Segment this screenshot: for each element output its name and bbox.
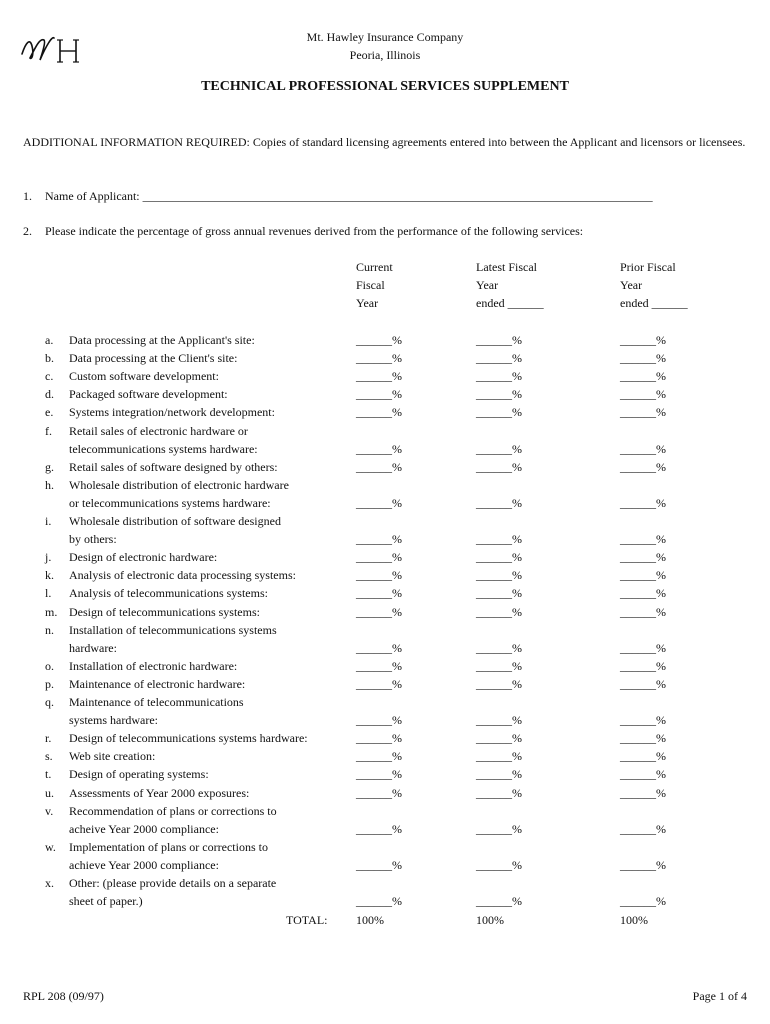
question-2 (23, 222, 583, 240)
question-2-text: Please indicate the percentage of gross annual revenues derived from the performance of the following services: (45, 224, 584, 238)
percent-field-prior[interactable]: ______% (620, 858, 666, 872)
service-description: systems hardware: (69, 713, 158, 727)
percent-field-latest[interactable]: ______% (476, 496, 522, 510)
service-description: Implementation of plans or corrections to (69, 840, 268, 854)
service-description: Design of operating systems: (69, 767, 209, 781)
service-description: Design of telecommunications systems hardware: (69, 731, 308, 745)
service-letter: u. (45, 786, 54, 800)
percent-field-current[interactable]: ______% (356, 749, 402, 763)
service-description: Data processing at the Applicant's site: (69, 333, 255, 347)
service-description: telecommunications systems hardware: (69, 442, 258, 456)
page-number: Page 1 of 4 (692, 989, 747, 1003)
service-description: Retail sales of electronic hardware or (69, 424, 248, 438)
percent-field-prior[interactable]: ______% (620, 677, 666, 691)
service-letter: q. (45, 695, 54, 709)
percent-field-latest[interactable]: ______% (476, 858, 522, 872)
service-row-line (0, 440, 770, 458)
percent-field-prior[interactable]: ______% (620, 568, 666, 582)
service-letter: e. (45, 405, 54, 419)
service-row-line (0, 711, 770, 729)
service-row-line (0, 892, 770, 910)
percent-field-prior[interactable]: ______% (620, 586, 666, 600)
percent-field-latest[interactable]: ______% (476, 442, 522, 456)
total-label: TOTAL: (286, 913, 328, 927)
percent-field-current[interactable]: ______% (356, 641, 402, 655)
company-name: Mt. Hawley Insurance Company (306, 30, 464, 44)
service-letter: w. (45, 840, 56, 854)
service-description: by others: (69, 532, 117, 546)
service-row-line (0, 367, 770, 385)
percent-field-current[interactable]: ______% (356, 532, 402, 546)
column-header-prior (620, 258, 688, 312)
percent-field-current[interactable]: ______% (356, 351, 402, 365)
percent-field-current[interactable]: ______% (356, 894, 402, 908)
percent-field-prior[interactable]: ______% (620, 351, 666, 365)
percent-field-latest[interactable]: ______% (476, 677, 522, 691)
service-letter: f. (45, 424, 52, 438)
percent-field-current[interactable]: ______% (356, 605, 402, 619)
percent-field-latest[interactable]: ______% (476, 532, 522, 546)
percent-field-prior[interactable]: ______% (620, 659, 666, 673)
service-letter: h. (45, 478, 54, 492)
percent-field-latest[interactable]: ______% (476, 659, 522, 673)
percent-field-current[interactable]: ______% (356, 858, 402, 872)
service-row-line (0, 675, 770, 693)
percent-field-current[interactable]: ______% (356, 405, 402, 419)
percent-field-latest[interactable]: ______% (476, 822, 522, 836)
service-row-line (0, 476, 770, 494)
percent-field-prior[interactable]: ______% (620, 822, 666, 836)
service-letter: g. (45, 460, 54, 474)
service-letter: o. (45, 659, 54, 673)
column-header-line: Current (356, 260, 393, 274)
service-row-line (0, 566, 770, 584)
percent-field-current[interactable]: ______% (356, 659, 402, 673)
service-row-line (0, 874, 770, 892)
question-2-number: 2. (23, 224, 32, 238)
service-description: Assessments of Year 2000 exposures: (69, 786, 250, 800)
service-row-line (0, 458, 770, 476)
percent-field-current[interactable]: ______% (356, 369, 402, 383)
service-description: Analysis of telecommunications systems: (69, 586, 268, 600)
service-description: Other: (please provide details on a separate (69, 876, 277, 890)
percent-field-latest[interactable]: ______% (476, 369, 522, 383)
percent-field-current[interactable]: ______% (356, 496, 402, 510)
percent-field-latest[interactable]: ______% (476, 641, 522, 655)
percent-field-prior[interactable]: ______% (620, 460, 666, 474)
service-letter: x. (45, 876, 54, 890)
service-description: Maintenance of electronic hardware: (69, 677, 246, 691)
percent-field-current[interactable]: ______% (356, 568, 402, 582)
service-description: Analysis of electronic data processing systems: (69, 568, 296, 582)
column-header-line[interactable]: ended ______ (476, 296, 544, 310)
percent-field-current[interactable]: ______% (356, 387, 402, 401)
percent-field-current[interactable]: ______% (356, 550, 402, 564)
percent-field-current[interactable]: ______% (356, 677, 402, 691)
service-letter: b. (45, 351, 54, 365)
company-header (0, 28, 770, 64)
service-description: Recommendation of plans or corrections to (69, 804, 277, 818)
percent-field-latest[interactable]: ______% (476, 405, 522, 419)
percent-field-latest[interactable]: ______% (476, 731, 522, 745)
percent-field-current[interactable]: ______% (356, 731, 402, 745)
service-letter: t. (45, 767, 52, 781)
service-row-line (0, 802, 770, 820)
service-letter: i. (45, 514, 52, 528)
service-letter: l. (45, 586, 52, 600)
percent-field-prior[interactable]: ______% (620, 496, 666, 510)
percent-field-prior[interactable]: ______% (620, 894, 666, 908)
additional-info-text: ADDITIONAL INFORMATION REQUIRED: Copies of standard licensing agreements entered into between the Applicant and licensors or licensees. (23, 135, 746, 149)
percent-field-latest[interactable]: ______% (476, 333, 522, 347)
column-header-line: Year (620, 278, 643, 292)
service-description: Installation of telecommunications systems (69, 623, 277, 637)
column-header-line[interactable]: ended ______ (620, 296, 688, 310)
column-header-line: Year (356, 296, 379, 310)
total-latest: 100% (476, 913, 504, 927)
percent-field-latest[interactable]: ______% (476, 568, 522, 582)
applicant-name-field[interactable]: Name of Applicant: _____________________________________________________________________________________ (45, 189, 653, 203)
total-prior: 100% (620, 913, 648, 927)
service-description: sheet of paper.) (69, 894, 143, 908)
service-description: or telecommunications systems hardware: (69, 496, 271, 510)
service-letter: m. (45, 605, 58, 619)
percent-field-latest[interactable]: ______% (476, 767, 522, 781)
service-row-line (0, 349, 770, 367)
service-row-line (0, 820, 770, 838)
service-letter: k. (45, 568, 54, 582)
percent-field-current[interactable]: ______% (356, 822, 402, 836)
service-description: hardware: (69, 641, 117, 655)
service-description: Retail sales of software designed by others: (69, 460, 278, 474)
percent-field-prior[interactable]: ______% (620, 333, 666, 347)
service-description: Systems integration/network development: (69, 405, 275, 419)
percent-field-latest[interactable]: ______% (476, 713, 522, 727)
service-row-line (0, 548, 770, 566)
percent-field-latest[interactable]: ______% (476, 749, 522, 763)
service-description: Design of telecommunications systems: (69, 605, 260, 619)
service-row-line (0, 512, 770, 530)
service-description: Packaged software development: (69, 387, 228, 401)
total-current: 100% (356, 913, 384, 927)
percent-field-latest[interactable]: ______% (476, 605, 522, 619)
service-row-line (0, 838, 770, 856)
percent-field-current[interactable]: ______% (356, 442, 402, 456)
service-row-line (0, 765, 770, 783)
service-letter: d. (45, 387, 54, 401)
percent-field-current[interactable]: ______% (356, 586, 402, 600)
service-row-line (0, 331, 770, 349)
service-row-line (0, 494, 770, 512)
service-description: Custom software development: (69, 369, 219, 383)
service-description: Installation of electronic hardware: (69, 659, 238, 673)
percent-field-prior[interactable]: ______% (620, 532, 666, 546)
percent-field-current[interactable]: ______% (356, 333, 402, 347)
percent-field-prior[interactable]: ______% (620, 749, 666, 763)
service-row-line (0, 729, 770, 747)
service-letter: s. (45, 749, 53, 763)
service-description: Design of electronic hardware: (69, 550, 218, 564)
service-row-line (0, 584, 770, 602)
column-header-line: Latest Fiscal (476, 260, 537, 274)
percent-field-latest[interactable]: ______% (476, 894, 522, 908)
service-row-line (0, 603, 770, 621)
service-row-line (0, 403, 770, 421)
question-1 (23, 187, 653, 205)
service-description: Maintenance of telecommunications (69, 695, 244, 709)
service-description: Data processing at the Client's site: (69, 351, 238, 365)
column-header-line: Year (476, 278, 499, 292)
service-row-line (0, 856, 770, 874)
company-location: Peoria, Illinois (349, 48, 421, 62)
service-row-line (0, 530, 770, 548)
percent-field-prior[interactable]: ______% (620, 605, 666, 619)
service-description: Wholesale distribution of electronic hardware (69, 478, 289, 492)
percent-field-prior[interactable]: ______% (620, 641, 666, 655)
service-row-line (0, 385, 770, 403)
percent-field-current[interactable]: ______% (356, 713, 402, 727)
service-description: achieve Year 2000 compliance: (69, 858, 219, 872)
service-letter: r. (45, 731, 52, 745)
percent-field-prior[interactable]: ______% (620, 369, 666, 383)
service-row-line (0, 657, 770, 675)
service-row-line (0, 693, 770, 711)
percent-field-prior[interactable]: ______% (620, 713, 666, 727)
service-letter: p. (45, 677, 54, 691)
column-header-line: Fiscal (356, 278, 385, 292)
percent-field-prior[interactable]: ______% (620, 387, 666, 401)
column-header-latest (476, 258, 544, 312)
service-row-line (0, 422, 770, 440)
column-header-current (356, 258, 393, 312)
service-letter: a. (45, 333, 54, 347)
service-row-line (0, 747, 770, 765)
percent-field-prior[interactable]: ______% (620, 550, 666, 564)
percent-field-prior[interactable]: ______% (620, 442, 666, 456)
column-header-line: Prior Fiscal (620, 260, 676, 274)
percent-field-prior[interactable]: ______% (620, 786, 666, 800)
service-row-line (0, 639, 770, 657)
service-description: Wholesale distribution of software designed (69, 514, 281, 528)
percent-field-current[interactable]: ______% (356, 460, 402, 474)
service-letter: v. (45, 804, 54, 818)
percent-field-prior[interactable]: ______% (620, 731, 666, 745)
service-row-line (0, 784, 770, 802)
service-letter: c. (45, 369, 54, 383)
percent-field-prior[interactable]: ______% (620, 767, 666, 781)
percent-field-current[interactable]: ______% (356, 786, 402, 800)
service-letter: n. (45, 623, 54, 637)
percent-field-prior[interactable]: ______% (620, 405, 666, 419)
percent-field-latest[interactable]: ______% (476, 387, 522, 401)
percent-field-latest[interactable]: ______% (476, 351, 522, 365)
question-1-number: 1. (23, 189, 32, 203)
percent-field-latest[interactable]: ______% (476, 786, 522, 800)
page-title: TECHNICAL PROFESSIONAL SERVICES SUPPLEMENT (201, 79, 569, 94)
percent-field-current[interactable]: ______% (356, 767, 402, 781)
form-number: RPL 208 (09/97) (23, 989, 104, 1003)
service-description: acheive Year 2000 compliance: (69, 822, 219, 836)
service-description: Web site creation: (69, 749, 156, 763)
percent-field-latest[interactable]: ______% (476, 460, 522, 474)
service-letter: j. (45, 550, 52, 564)
percent-field-latest[interactable]: ______% (476, 550, 522, 564)
service-row-line (0, 621, 770, 639)
percent-field-latest[interactable]: ______% (476, 586, 522, 600)
